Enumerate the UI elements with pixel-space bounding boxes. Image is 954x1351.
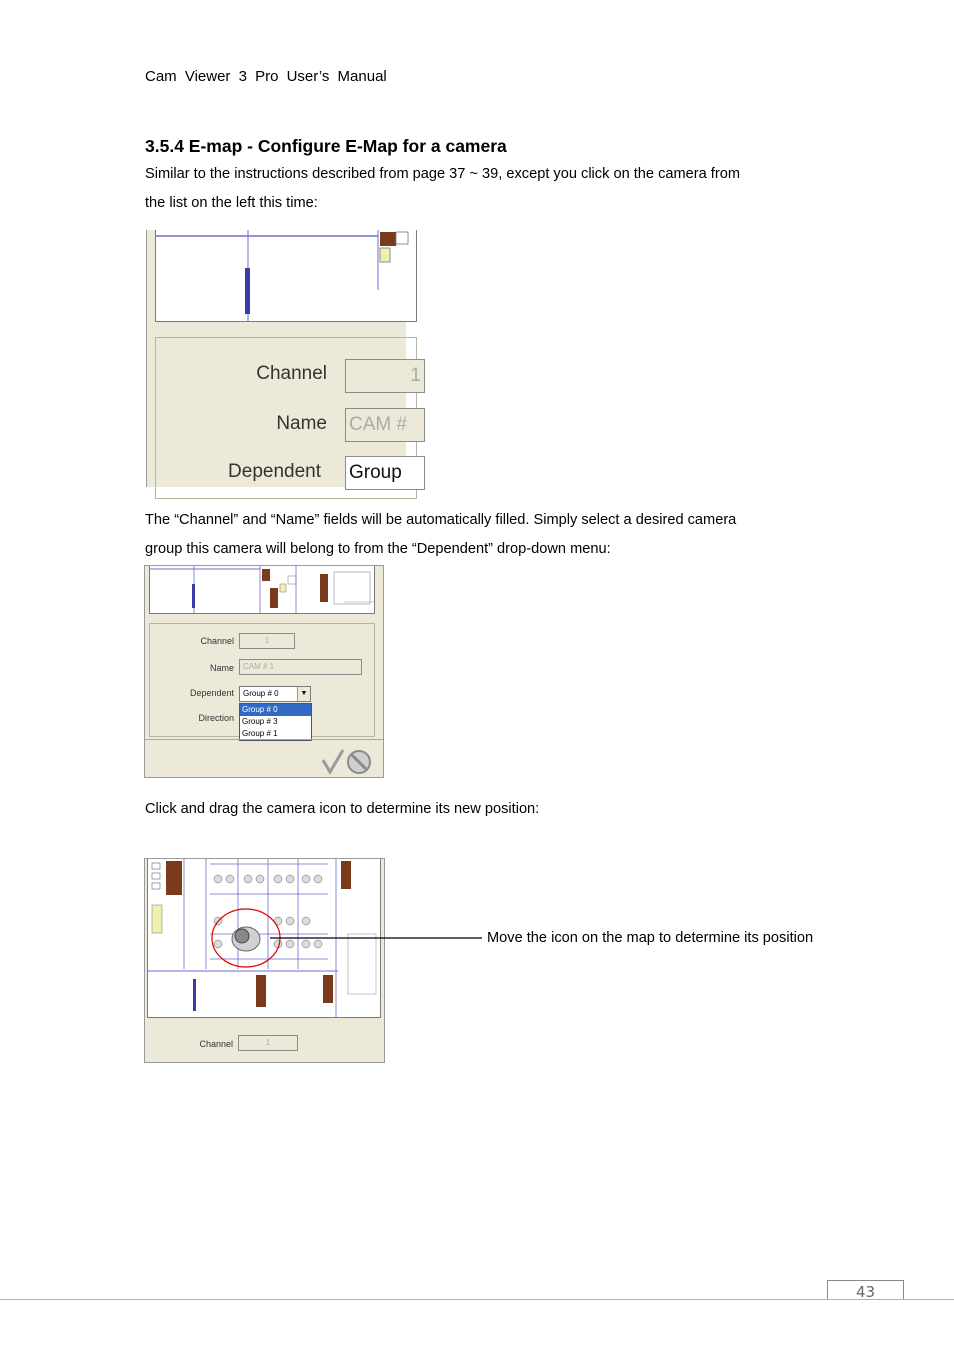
section-title: 3.5.4 E-map - Configure E-Map for a camera: [145, 136, 507, 156]
fields-line-1: The “Channel” and “Name” fields will be automatically filled. Simply select a desired camera: [145, 512, 737, 528]
chevron-down-icon[interactable]: ▼: [297, 687, 310, 701]
screenshot-map-camera-drag: [144, 858, 385, 1063]
screenshot-dependent-dropdown: [144, 565, 384, 778]
intro-line-2: the list on the left this time:: [145, 195, 318, 211]
drag-paragraph: Click and drag the camera icon to determine its new position:: [145, 801, 540, 817]
fields-paragraph: [145, 506, 825, 564]
channel-label: Channel: [199, 1039, 233, 1049]
footer-rule: [0, 1299, 954, 1300]
dependent-selected-value: Group # 0: [243, 689, 279, 698]
callout-text: Move the icon on the map to determine its position: [487, 930, 814, 946]
confirm-cancel-icons: [321, 748, 377, 776]
channel-field[interactable]: 1: [345, 359, 425, 393]
running-header: Cam Viewer 3 Pro User’s Manual: [145, 68, 387, 85]
channel-label: Channel: [256, 363, 327, 384]
callout-leader-line: [270, 930, 485, 946]
map-area: [149, 566, 375, 614]
name-label: Name: [276, 413, 327, 434]
divider: [145, 739, 383, 740]
dependent-select[interactable]: Group: [345, 456, 425, 490]
dependent-option[interactable]: Group # 0: [240, 704, 311, 716]
dependent-select[interactable]: [239, 686, 311, 702]
name-field[interactable]: CAM # 1: [239, 659, 362, 675]
camera-icon[interactable]: [232, 927, 260, 951]
channel-field[interactable]: 1: [238, 1035, 298, 1051]
dependent-label: Dependent: [189, 688, 234, 698]
intro-line-1: Similar to the instructions described from page 37 ~ 39, except you click on the camera from: [145, 166, 740, 182]
channel-label: Channel: [200, 636, 234, 646]
direction-label: Direction: [198, 713, 234, 723]
check-icon[interactable]: [323, 750, 343, 772]
map-area: [155, 230, 417, 322]
name-label: Name: [209, 663, 234, 673]
cancel-icon[interactable]: [348, 751, 370, 773]
page-number: 43: [855, 1283, 876, 1301]
screenshot-camera-config-zoomed: [146, 230, 421, 487]
dependent-option[interactable]: Group # 1: [242, 729, 278, 738]
dependent-option[interactable]: Group # 3: [242, 717, 278, 726]
dependent-options-list: [239, 703, 312, 741]
dependent-label: Dependent: [228, 461, 321, 482]
intro-paragraph: [145, 160, 825, 218]
fields-line-2: group this camera will belong to from the “Dependent” drop-down menu:: [145, 541, 611, 557]
channel-field[interactable]: 1: [239, 633, 295, 649]
name-field[interactable]: CAM #: [345, 408, 425, 442]
